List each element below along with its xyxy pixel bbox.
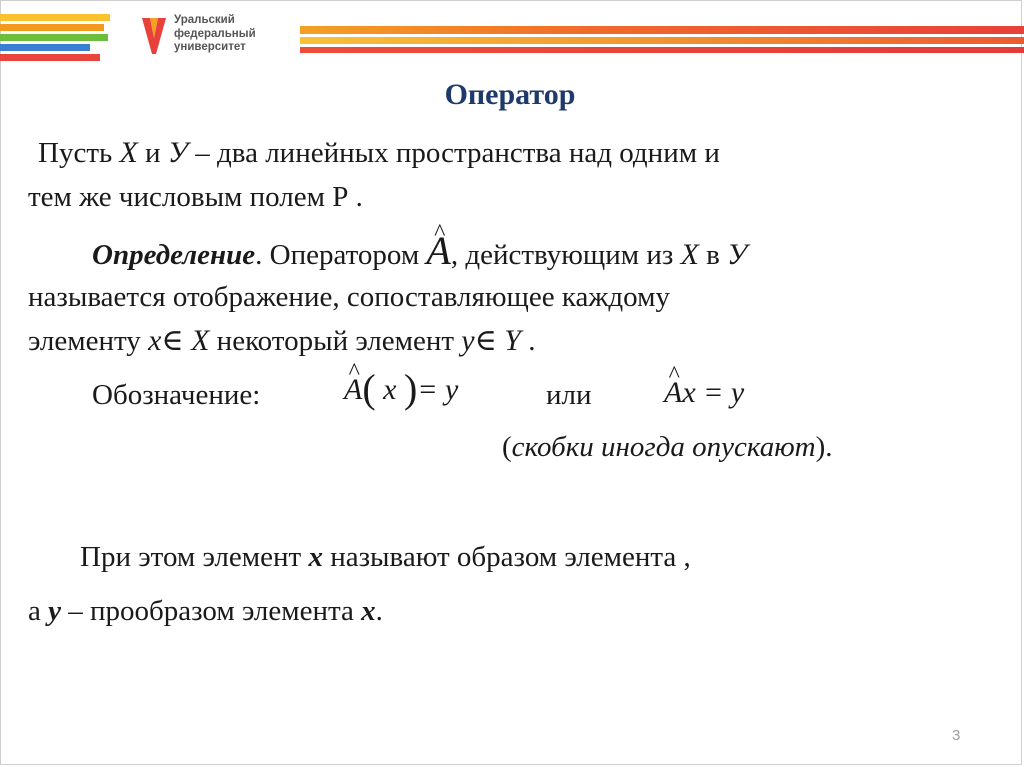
notation-formula-1: ^ A( x )= y <box>344 372 458 407</box>
page-number: 3 <box>952 727 961 744</box>
text-line-8: При этом элемент x называют образом элемента , <box>80 541 691 573</box>
definition-line: Определение. Оператором ^ A, действующим из X в У <box>92 234 747 272</box>
text-line-9: а y – прообразом элемента x. <box>28 595 383 627</box>
header-stripes-left <box>0 14 112 60</box>
slide-title: Оператор <box>444 78 576 111</box>
text-line-2: тем же числовым полем Р . <box>28 181 363 213</box>
urfu-logo-icon <box>140 14 168 58</box>
text-line-4: называется отображение, сопоставляющее каждому <box>28 281 670 313</box>
text-line-5: элементу x∈ X некоторый элемент y∈ Y . <box>28 324 536 357</box>
operator-A-hat: ^ A <box>426 234 450 268</box>
logo-text: Уральский федеральный университет <box>174 14 256 53</box>
notation-or: или <box>546 379 592 411</box>
notation-line: Обозначение: <box>92 379 261 411</box>
text-line-1: Пусть X и У – два линейных пространства над одним и <box>38 136 720 169</box>
text-line-7: (скобки иногда опускают). <box>502 431 833 463</box>
header-stripes-right <box>300 26 1024 56</box>
definition-label: Определение <box>92 239 256 271</box>
notation-formula-2: ^ Ax = y <box>664 376 744 410</box>
university-logo <box>140 12 300 64</box>
